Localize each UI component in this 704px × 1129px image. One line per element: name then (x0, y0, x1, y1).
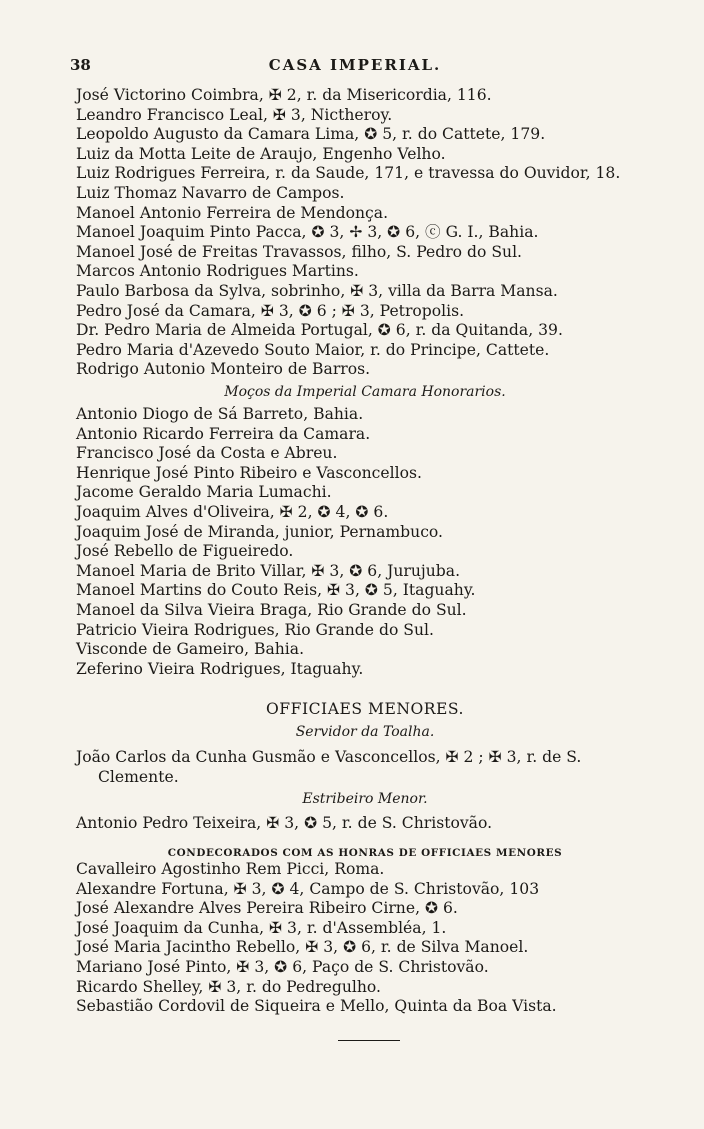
list-item: Manoel Joaquim Pinto Pacca, ✪ 3, ✢ 3, ✪ 6, ⓒ G. I., Bahia. (76, 223, 539, 242)
heading-servidor: Servidor da Toalha. (295, 724, 435, 740)
list-item: Antonio Diogo de Sá Barreto, Bahia. (76, 405, 364, 423)
list-item: Alexandre Fortuna, ✠ 3, ✪ 4, Campo de S. Christovão, 103 (76, 879, 540, 898)
list-item: José Alexandre Alves Pereira Ribeiro Cirne, ✪ 6. (76, 899, 458, 918)
estribeiro-entry (76, 814, 666, 834)
heading-condecorados: CONDECORADOS COM AS HONRAS DE OFFICIAES MENORES (167, 847, 563, 859)
list-item: Leandro Francisco Leal, ✠ 3, Nictheroy. (76, 105, 393, 124)
closing-rule (338, 1040, 400, 1041)
list-item: Rodrigo Autonio Monteiro de Barros. (76, 360, 371, 379)
heading-mocos: Moços da Imperial Camara Honorarios. (224, 384, 506, 400)
list-item: Manoel Maria de Brito Villar, ✠ 3, ✪ 6, Jurujuba. (76, 561, 461, 580)
list-item: Henrique José Pinto Ribeiro e Vasconcellos. (76, 463, 422, 482)
list-item: Joaquim José de Miranda, junior, Pernambuco. (76, 522, 444, 541)
list-item: Luiz Rodrigues Ferreira, r. da Saude, 171, e travessa do Ouvidor, 18. (76, 164, 621, 183)
list-item: Manoel Martins do Couto Reis, ✠ 3, ✪ 5, Itaguahy. (76, 581, 476, 600)
list-item: Ricardo Shelley, ✠ 3, r. do Pedregulho. (76, 977, 381, 996)
list-item: Zeferino Vieira Rodrigues, Itaguahy. (76, 659, 364, 678)
heading-estribeiro: Estribeiro Menor. (302, 791, 428, 807)
section-list-2 (76, 405, 666, 679)
list-item: Patricio Vieira Rodrigues, Rio Grande do Sul. (76, 620, 434, 639)
list-item: João Carlos da Cunha Gusmão e Vasconcellos, ✠ 2 ; ✠ 3, r. de S. (76, 748, 582, 766)
list-item: Sebastião Cordovil de Siqueira e Mello, Quinta da Boa Vista. (76, 997, 557, 1016)
list-item: José Maria Jacintho Rebello, ✠ 3, ✪ 6, r. de Silva Manoel. (76, 938, 529, 957)
list-item: Mariano José Pinto, ✠ 3, ✪ 6, Paço de S. Christovão. (76, 957, 489, 976)
list-item: José Joaquim da Cunha, ✠ 3, r. d'Assembléa, 1. (76, 918, 447, 937)
list-item: Manoel Antonio Ferreira de Mendonça. (76, 203, 389, 222)
list-item: Francisco José da Costa e Abreu. (76, 444, 338, 463)
list-item: Antonio Pedro Teixeira, ✠ 3, ✪ 5, r. de S. Christovão. (76, 814, 493, 832)
list-item: Marcos Antonio Rodrigues Martins. (76, 262, 359, 281)
list-item: Dr. Pedro Maria de Almeida Portugal, ✪ 6, r. da Quitanda, 39. (76, 321, 563, 340)
list-item: Jacome Geraldo Maria Lumachi. (76, 483, 332, 502)
servidor-entry (76, 748, 676, 787)
list-item-continuation: Clemente. (98, 767, 179, 786)
heading-officiaes-menores: OFFICIAES MENORES. (266, 700, 464, 718)
list-item: José Rebello de Figueiredo. (76, 542, 294, 561)
list-item: Luiz da Motta Leite de Araujo, Engenho Velho. (76, 144, 446, 163)
section-list-3 (76, 860, 666, 1017)
list-item: Luiz Thomaz Navarro de Campos. (76, 183, 345, 202)
section-list-1 (76, 86, 666, 380)
list-item: Manoel da Silva Vieira Braga, Rio Grande do Sul. (76, 600, 467, 619)
list-item: Pedro Maria d'Azevedo Souto Maior, r. do Principe, Cattete. (76, 340, 550, 359)
page-header (70, 56, 640, 80)
list-item: Manoel José de Freitas Travassos, filho, S. Pedro do Sul. (76, 242, 523, 261)
list-item: José Victorino Coimbra, ✠ 2, r. da Misericordia, 116. (76, 86, 492, 104)
list-item: Leopoldo Augusto da Camara Lima, ✪ 5, r. do Cattete, 179. (76, 125, 546, 144)
list-item: Antonio Ricardo Ferreira da Camara. (76, 424, 371, 443)
page-number: 38 (70, 56, 91, 74)
list-item: Joaquim Alves d'Oliveira, ✠ 2, ✪ 4, ✪ 6. (76, 502, 389, 521)
running-title: CASA IMPERIAL. (268, 56, 442, 74)
list-item: Cavalleiro Agostinho Rem Picci, Roma. (76, 860, 385, 878)
list-item: Paulo Barbosa da Sylva, sobrinho, ✠ 3, villa da Barra Mansa. (76, 281, 558, 300)
list-item: Visconde de Gameiro, Bahia. (76, 640, 305, 659)
list-item: Pedro José da Camara, ✠ 3, ✪ 6 ; ✠ 3, Petropolis. (76, 301, 465, 320)
